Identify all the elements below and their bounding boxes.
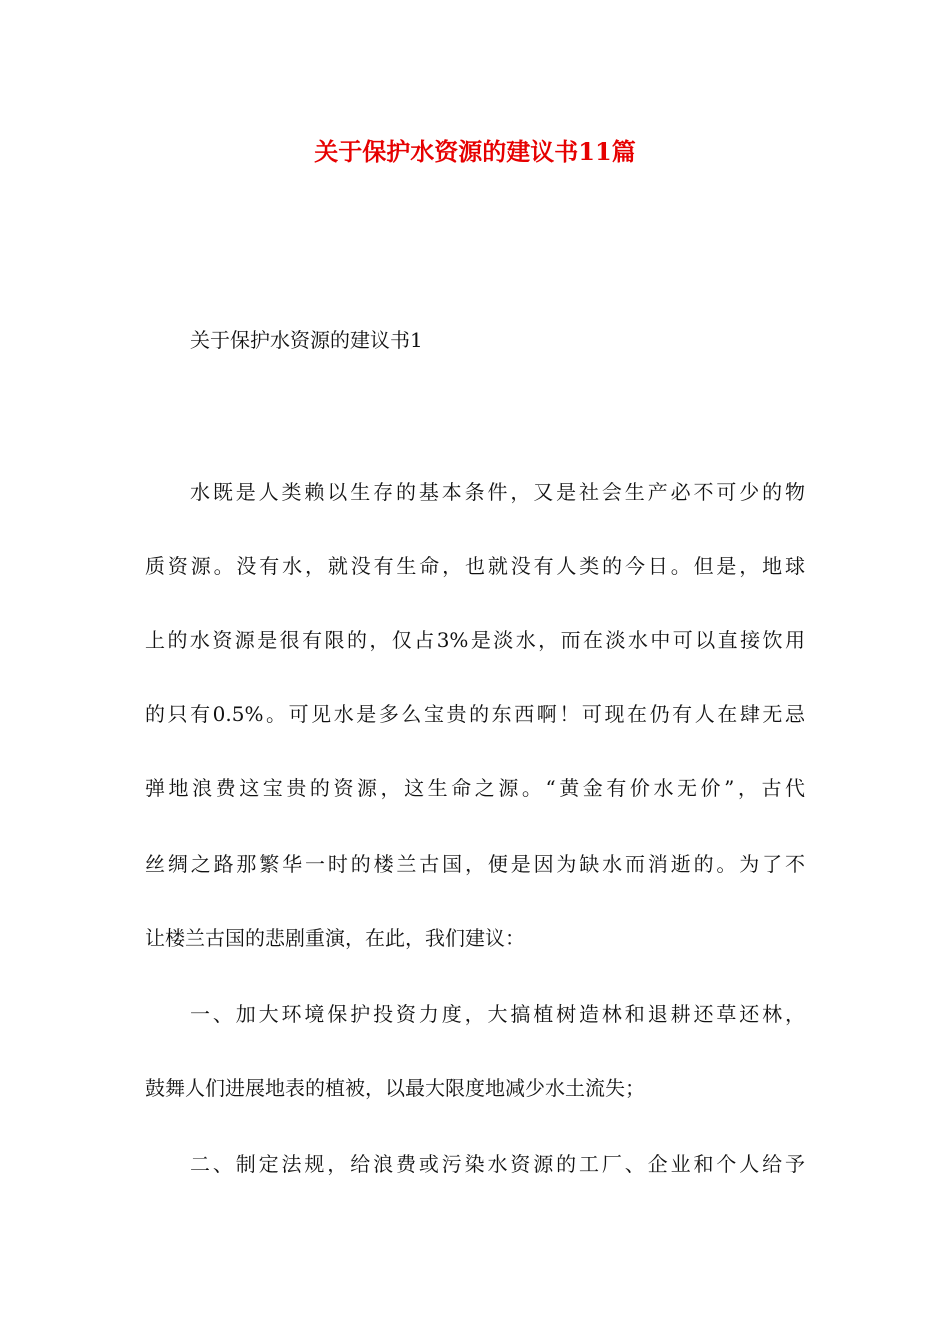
- paragraph-line: 丝绸之路那繁华一时的楼兰古国，便是因为缺水而消逝的。为了不: [145, 852, 805, 876]
- paragraph-line: 的只有0.5%。可见水是多么宝贵的东西啊！可现在仍有人在肆无忌: [145, 702, 805, 726]
- document-title: 关于保护水资源的建议书11篇: [314, 137, 636, 166]
- paragraph-line: 一、加大环境保护投资力度，大搞植树造林和退耕还草还林，: [190, 1002, 805, 1026]
- paragraph-line: 让楼兰古国的悲剧重演，在此，我们建议：: [145, 926, 525, 950]
- paragraph-line: 水既是人类赖以生存的基本条件，又是社会生产必不可少的物: [190, 480, 805, 504]
- paragraph-line: 弹地浪费这宝贵的资源，这生命之源。“黄金有价水无价”，古代: [145, 776, 805, 800]
- section-heading: 关于保护水资源的建议书1: [190, 328, 423, 352]
- paragraph-line: 质资源。没有水，就没有生命，也就没有人类的今日。但是，地球: [145, 554, 805, 578]
- paragraph-line: 上的水资源是很有限的，仅占3%是淡水，而在淡水中可以直接饮用: [145, 628, 805, 652]
- paragraph-line: 二、制定法规，给浪费或污染水资源的工厂、企业和个人给予: [190, 1152, 805, 1176]
- paragraph-line: 鼓舞人们进展地表的植被，以最大限度地减少水土流失；: [145, 1076, 645, 1100]
